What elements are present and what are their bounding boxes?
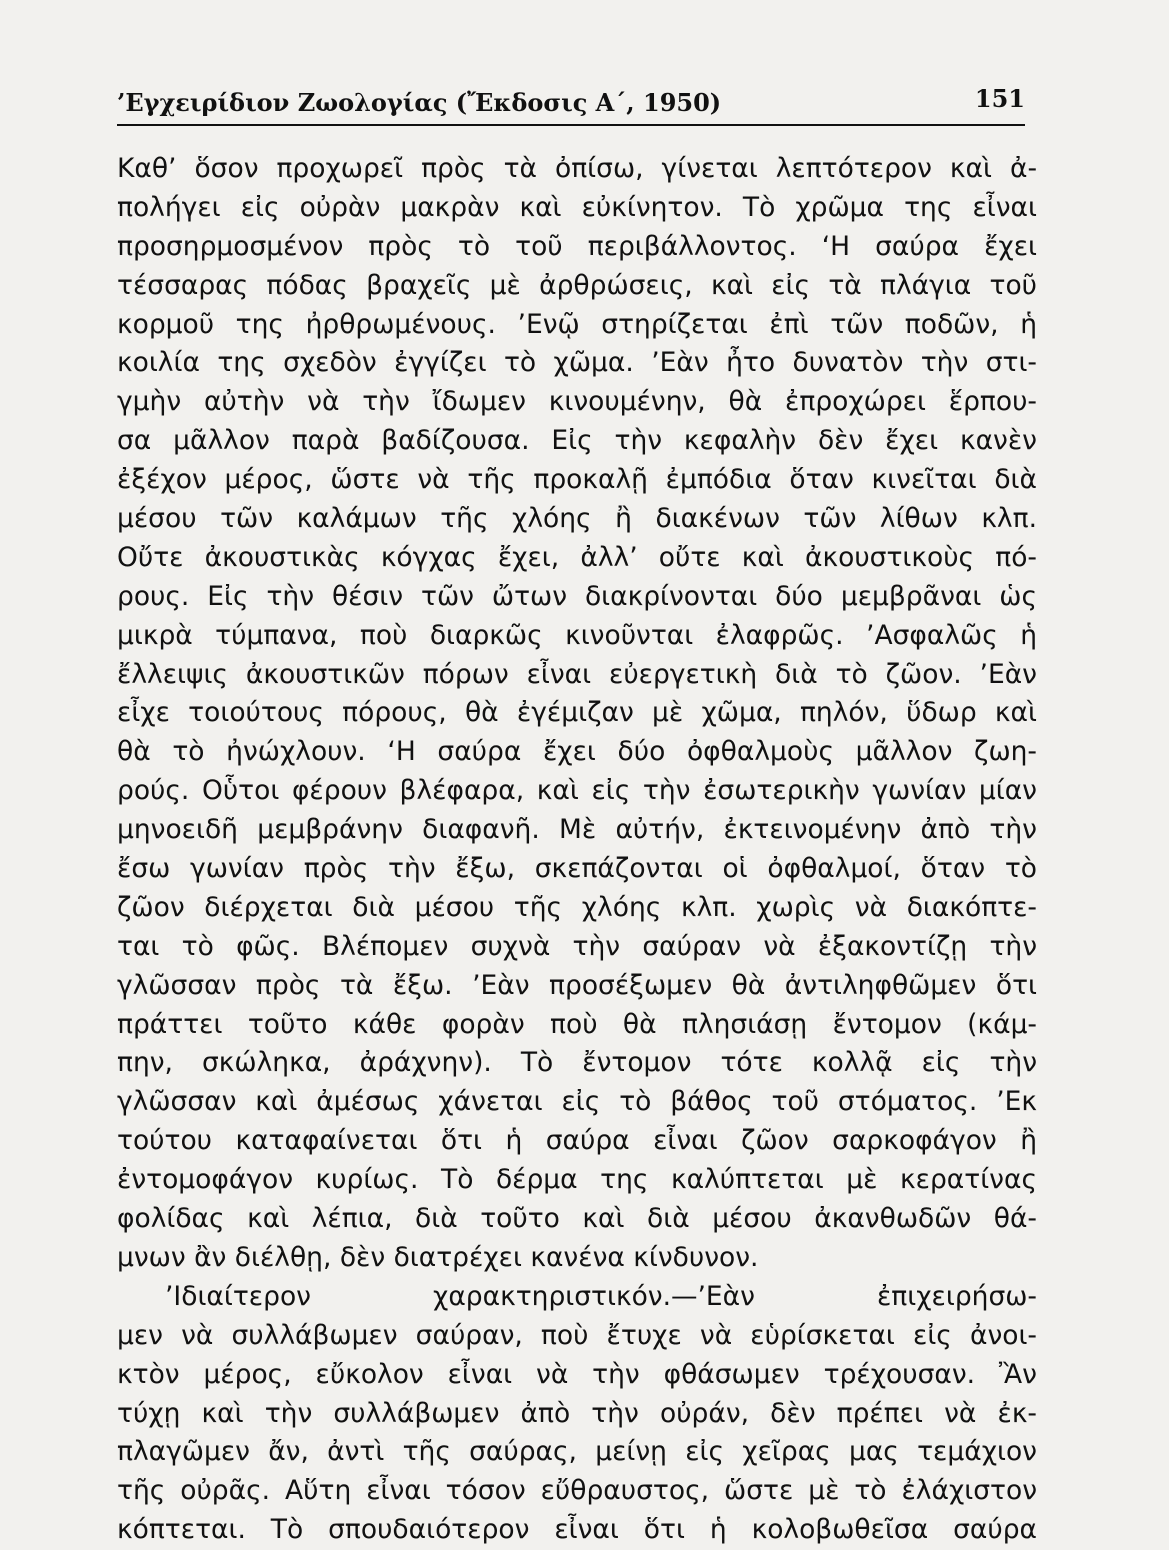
- text-line: Καθ’ ὅσον προχωρεῖ πρὸς τὰ ὀπίσω, γίνεται λεπτότερον καὶ ἀ-: [117, 153, 1037, 184]
- running-header: [117, 84, 1025, 124]
- text-line: γλῶσσαν πρὸς τὰ ἔξω. ’Εὰν προσέξωμεν θὰ ἀντιληφθῶμεν ὅτι: [117, 969, 1037, 1001]
- text-line: ρους. Εἰς τὴν θέσιν τῶν ὤτων διακρίνονται δύο μεμβρᾶναι ὡς: [117, 580, 1037, 612]
- text-line: γμὴν αὐτὴν νὰ τὴν ἴδωμεν κινουμένην, θὰ ἐπροχώρει ἕρπου-: [117, 386, 1037, 418]
- text-line: κορμοῦ της ἠρθρωμένους. ’Ενῷ στηρίζεται ἐπὶ τῶν ποδῶν, ἡ: [117, 308, 1037, 340]
- page-number: 151: [974, 84, 1025, 113]
- text-line: κοιλία της σχεδὸν ἐγγίζει τὸ χῶμα. ’Εὰν ἦτο δυνατὸν τὴν στι-: [117, 347, 1037, 379]
- paragraph-2: [117, 1278, 1037, 1550]
- text-line: τέσσαρας πόδας βραχεῖς μὲ ἀρθρώσεις, καὶ εἰς τὰ πλάγια τοῦ: [117, 269, 1037, 301]
- text-line: Οὔτε ἀκουστικὰς κόγχας ἔχει, ἀλλ’ οὔτε καὶ ἀκουστικοὺς πό-: [117, 541, 1037, 573]
- text-line: ἐντομοφάγον κυρίως. Τὸ δέρμα της καλύπτεται μὲ κερατίνας: [117, 1164, 1037, 1196]
- text-line: ἔσω γωνίαν πρὸς τὴν ἔξω, σκεπάζονται οἱ ὀφθαλμοί, ὅταν τὸ: [117, 853, 1037, 885]
- text-line: σα μᾶλλον παρὰ βαδίζουσα. Εἰς τὴν κεφαλὴν δὲν ἔχει κανὲν: [117, 425, 1037, 457]
- text-line: μεν νὰ συλλάβωμεν σαύραν, ποὺ ἔτυχε νὰ εὑρίσκεται εἰς ἀνοι-: [117, 1319, 1037, 1351]
- text-line: προσηρμοσμένον πρὸς τὸ τοῦ περιβάλλοντος. ‘Η σαύρα ἔχει: [117, 230, 1037, 262]
- text-line: πολήγει εἰς οὐρὰν μακρὰν καὶ εὐκίνητον. Τὸ χρῶμα της εἶναι: [117, 191, 1037, 223]
- text-line: ται τὸ φῶς. Βλέπομεν συχνὰ τὴν σαύραν νὰ ἐξακοντίζῃ τὴν: [117, 930, 1037, 962]
- body-text: [117, 150, 1037, 1550]
- text-line: μικρὰ τύμπανα, ποὺ διαρκῶς κινοῦνται ἐλαφρῶς. ’Ασφαλῶς ἡ: [117, 619, 1037, 651]
- text-line: ἐξέχον μέρος, ὥστε νὰ τῆς προκαλῇ ἐμπόδια ὅταν κινεῖται διὰ: [117, 464, 1037, 496]
- text-line: εἶχε τοιούτους πόρους, θὰ ἐγέμιζαν μὲ χῶμα, πηλόν, ὕδωρ καὶ: [117, 697, 1037, 729]
- text-line: κόπτεται. Τὸ σπουδαιότερον εἶναι ὅτι ἡ κολοβωθεῖσα σαύρα: [117, 1514, 1037, 1546]
- text-line: πην, σκώληκα, ἀράχνην). Τὸ ἔντομον τότε κολλᾷ εἰς τὴν: [117, 1047, 1037, 1079]
- text-line: ’Ιδιαίτερον χαρακτηριστικόν.—’Εὰν ἐπιχειρήσω-: [165, 1280, 1037, 1312]
- text-line: πλαγῶμεν ἄν, ἀντὶ τῆς σαύρας, μείνῃ εἰς χεῖρας μας τεμάχιον: [117, 1436, 1037, 1468]
- text-line: μηνοειδῆ μεμβράνην διαφανῆ. Μὲ αὐτήν, ἐκτεινομένην ἀπὸ τὴν: [117, 814, 1037, 846]
- text-line: μνων ἂν διέλθῃ, δὲν διατρέχει κανένα κίνδυνον.: [117, 1241, 759, 1273]
- text-line: ἔλλειψις ἀκουστικῶν πόρων εἶναι εὐεργετικὴ διὰ τὸ ζῶον. ’Εὰν: [117, 658, 1037, 690]
- text-line: τύχῃ καὶ τὴν συλλάβωμεν ἀπὸ τὴν οὐράν, δὲν πρέπει νὰ ἐκ-: [117, 1397, 1037, 1429]
- running-title: ’Εγχειρίδιον Ζωολογίας (Ἔκδοσις Α΄, 1950): [117, 88, 722, 117]
- paragraph-1: [117, 150, 1037, 1278]
- text-line: μέσου τῶν καλάμων τῆς χλόης ἢ διακένων τῶν λίθων κλπ.: [117, 503, 1037, 535]
- text-line: φολίδας καὶ λέπια, διὰ τοῦτο καὶ διὰ μέσου ἀκανθωδῶν θά-: [117, 1203, 1037, 1235]
- text-line: κτὸν μέρος, εὔκολον εἶναι νὰ τὴν φθάσωμεν τρέχουσαν. Ἂν: [117, 1358, 1037, 1390]
- text-line: τούτου καταφαίνεται ὅτι ἡ σαύρα εἶναι ζῶον σαρκοφάγον ἢ: [117, 1125, 1037, 1157]
- text-line: ρούς. Οὗτοι φέρουν βλέφαρα, καὶ εἰς τὴν ἐσωτερικὴν γωνίαν μίαν: [117, 775, 1037, 807]
- text-line: πράττει τοῦτο κάθε φορὰν ποὺ θὰ πλησιάσῃ ἔντομον (κάμ-: [117, 1008, 1037, 1040]
- text-line: θὰ τὸ ἠνώχλουν. ‘Η σαύρα ἔχει δύο ὀφθαλμοὺς μᾶλλον ζωη-: [117, 736, 1037, 768]
- text-line: ζῶον διέρχεται διὰ μέσου τῆς χλόης κλπ. χωρὶς νὰ διακόπτε-: [117, 891, 1037, 923]
- text-line: τῆς οὐρᾶς. Αὕτη εἶναι τόσον εὔθραυστος, ὥστε μὲ τὸ ἐλάχιστον: [117, 1475, 1037, 1507]
- header-rule: [117, 124, 1025, 126]
- text-line: γλῶσσαν καὶ ἀμέσως χάνεται εἰς τὸ βάθος τοῦ στόματος. ’Εκ: [117, 1086, 1037, 1118]
